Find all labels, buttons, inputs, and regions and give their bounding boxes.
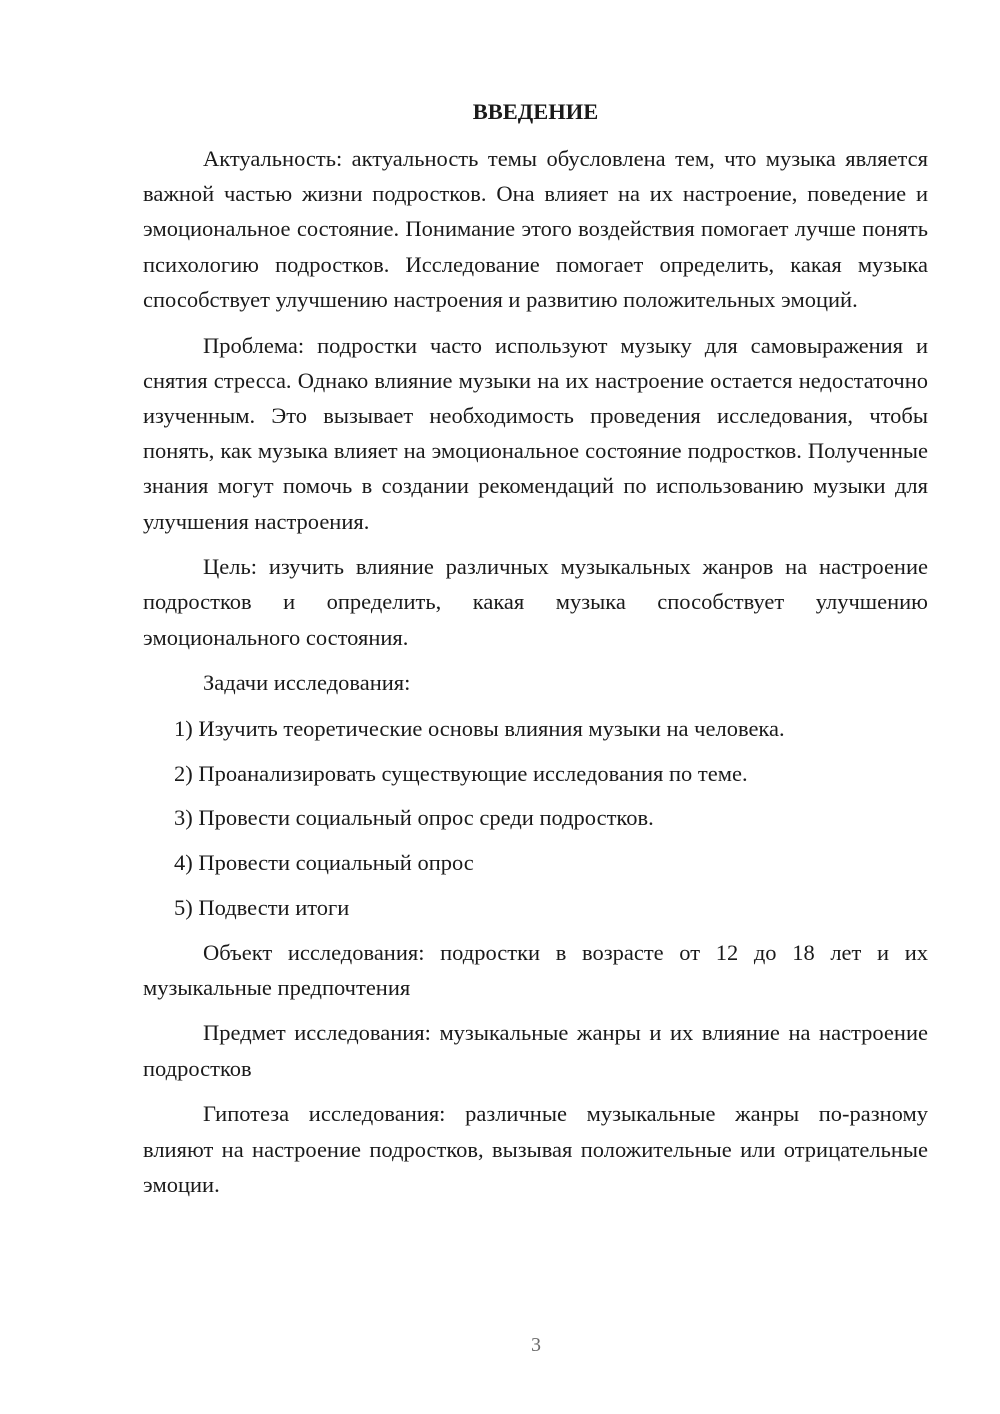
task-item: 5) Подвести итоги bbox=[174, 894, 350, 920]
page-title: ВВЕДЕНИЕ bbox=[472, 99, 599, 124]
task-item: 2) Проанализировать существующие исследования по теме. bbox=[174, 760, 748, 786]
page-number: 3 bbox=[531, 1334, 541, 1356]
goal-paragraph: Цель: изучить влияние различных музыкальных жанров на настроение подростков и определить, какая музыка способствует улучшению эмоционального состояния. bbox=[143, 554, 928, 650]
problem-paragraph: Проблема: подростки часто используют музыку для самовыражения и снятия стресса. Однако влияние музыки на их настроение остается недостаточно изученным. Это вызывает необходимость проведения исследования, чтобы понять, как музыка влияет на эмоциональное состояние подростков. Полученные знания могут помочь в создании рекомендаций по использованию музыки для улучшения настроения. bbox=[143, 332, 928, 534]
task-item: 1) Изучить теоретические основы влияния музыки на человека. bbox=[174, 716, 785, 742]
hypothesis-paragraph: Гипотеза исследования: различные музыкальные жанры по-разному влияют на настроение подростков, вызывая положительные или отрицательные эмоции. bbox=[143, 1101, 928, 1197]
task-item: 4) Провести социальный опрос bbox=[174, 850, 474, 876]
subject-paragraph: Предмет исследования: музыкальные жанры и их влияние на настроение подростков bbox=[143, 1020, 928, 1081]
tasks-heading: Задачи исследования: bbox=[203, 670, 411, 696]
relevance-paragraph: Актуальность: актуальность темы обусловлена тем, что музыка является важной частью жизни подростков. Она влияет на их настроение, поведение и эмоциональное состояние. Понимание этого воздействия помогает лучше понять психологию подростков. Исследование помогает определить, какая музыка способствует улучшению настроения и развитию положительных эмоций. bbox=[143, 146, 928, 312]
object-paragraph: Объект исследования: подростки в возрасте от 12 до 18 лет и их музыкальные предпочтения bbox=[143, 939, 928, 1000]
page-content bbox=[143, 94, 928, 1212]
task-item: 3) Провести социальный опрос среди подростков. bbox=[174, 805, 654, 831]
tasks-list bbox=[143, 711, 928, 925]
